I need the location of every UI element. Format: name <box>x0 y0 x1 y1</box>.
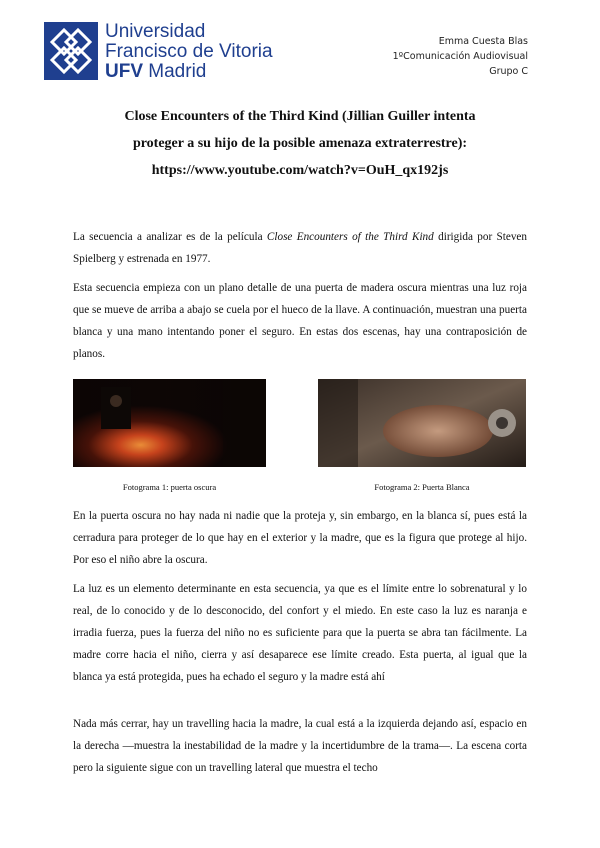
author-block <box>393 34 528 79</box>
frame-dark-door-image <box>73 379 266 467</box>
paragraph-travelling: Nada más cerrar, hay un travelling hacia la madre, la cual está a la izquierda dejando así, espacio en la derecha —muestra la inestabilidad de la madre y la incertidumbre de la trama—. La escena corta pero la siguiente sigue con un travelling lateral que muestra el techo <box>73 718 527 774</box>
film-title: Close Encounters of the Third Kind <box>266 231 434 243</box>
paragraph-light: La luz es un elemento determinante en esta secuencia, ya que es el límite entre lo sobrenatural y lo real, de lo conocido y de lo desconocido, del confort y el miedo. En este caso la luz es naranja e irradia fuerza, pues la fuerza del niño no es suficiente para que la puerta se abra tan fácilmente. La madre corre hacia el niño, cierra y así desaparece ese límite creado. Esta puerta, al igual que la blanca ya está protegida, pues ha echado el seguro y la madre está ahí <box>73 583 527 683</box>
university-logo <box>44 22 98 80</box>
caption-frame-1: Fotograma 1: puerta oscura <box>122 482 217 492</box>
university-line-1: Universidad <box>105 21 206 42</box>
title-line-1: Close Encounters of the Third Kind (Jillian Guiller intenta <box>124 109 476 124</box>
author-name: Emma Cuesta Blas <box>438 36 528 47</box>
course-name: 1ºComunicación Audiovisual <box>392 51 528 62</box>
paragraph-doors: En la puerta oscura no hay nada ni nadie que la proteja y, sin embargo, en la blanca sí, pues está la cerradura para proteger de lo que hay en el exterior y la madre, que es la figura que protege al hijo. Por eso el niño abre la oscura. <box>73 510 527 566</box>
madrid-text: Madrid <box>143 61 207 82</box>
frame-white-door-image <box>318 379 526 467</box>
ufv-bold: UFV <box>105 61 143 82</box>
document-title <box>70 103 530 184</box>
university-line-3 <box>105 62 273 82</box>
intro-text-b: dirigida por Steven Spielberg y estrenada en 1977. <box>73 231 527 265</box>
university-line-2: Francisco de Vitoria <box>105 41 273 62</box>
caption-frame-2: Fotograma 2: Puerta Blanca <box>374 482 470 492</box>
university-name <box>105 22 273 82</box>
intro-text-a: La secuencia a analizar es de la película <box>73 231 267 243</box>
title-url: https://www.youtube.com/watch?v=OuH_qx192js <box>151 163 449 178</box>
paragraph-intro <box>73 226 527 270</box>
group-name: Grupo C <box>489 66 528 77</box>
title-line-2: proteger a su hijo de la posible amenaza extraterrestre): <box>132 136 468 151</box>
paragraph-sequence: Esta secuencia empieza con un plano detalle de una puerta de madera oscura mientras una luz roja que se mueve de arriba a abajo se cuela por el hueco de la llave. A continuación, muestran una puerta blanca y una mano intentando poner el seguro. En estas dos escenas, hay una contraposición de planos. <box>73 282 527 360</box>
